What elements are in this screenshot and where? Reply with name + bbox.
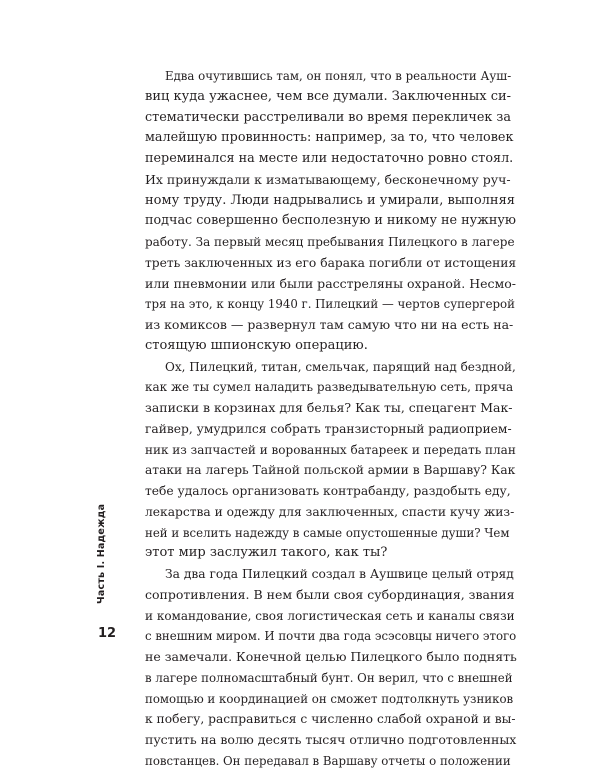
- text-line: переминался на месте или недостаточно ровно стоял.: [145, 151, 514, 166]
- page-number: 12: [98, 626, 117, 641]
- text-line: этот мир заслужил такого, как ты?: [145, 545, 388, 561]
- text-line: гайвер, умудрился собрать транзисторный радиоприем-: [145, 421, 512, 436]
- text-line: атаки на лагерь Тайной польской армии в Варшаву? Как: [145, 463, 516, 478]
- text-line: пустить на волю десять тысяч отлично подготовленных: [145, 732, 517, 747]
- text-line: ник из запчастей и ворованных батареек и передать план: [145, 442, 516, 457]
- text-line: виц куда ужаснее, чем все думали. Заключенных си-: [145, 88, 512, 104]
- paragraph-2: [145, 357, 516, 565]
- text-line: или пневмонии или были расстреляны охраной. Несмо-: [145, 275, 516, 291]
- text-line: тря на это, к концу 1940 г. Пилецкий — чертов супергерой: [145, 297, 515, 312]
- text-line: помощью и координацией он сможет подтолкнуть узников: [145, 691, 514, 706]
- text-line: Ох, Пилецкий, титан, смельчак, парящий над бездной,: [165, 359, 516, 374]
- text-line: сопротивления. В нем были своя субординация, звания: [145, 586, 515, 602]
- text-line: работу. За первый месяц пребывания Пилецкого в лагере: [145, 235, 515, 249]
- text-line: из комиксов — развернул там самую что ни на есть на-: [145, 317, 514, 332]
- text-line: не замечали. Конечной целью Пилецкого было поднять: [145, 649, 517, 664]
- text-line: треть заключенных из его барака погибли от истощения: [145, 255, 517, 270]
- text-line: ней и вселить надежду в самые опустошенные души? Чем: [145, 525, 510, 540]
- text-line: и командование, своя логистическая сеть и каналы связи: [145, 608, 515, 623]
- text-line: к побегу, расправиться с численно слабой охраной и вы-: [145, 712, 516, 727]
- text-line: Едва очутившись там, он понял, что в реальности Ауш-: [165, 69, 512, 83]
- text-line: как же ты сумел наладить разведывательную сеть, пряча: [145, 380, 514, 395]
- paragraph-3: [145, 564, 517, 772]
- text-line: с внешним миром. И почти два года эсэсовцы ничего этого: [145, 629, 517, 644]
- text-line: За два года Пилецкий создал в Аушвице целый отряд: [165, 567, 514, 581]
- text-line: малейшую провинность: например, за то, что человек: [145, 130, 514, 146]
- text-line: Их принуждали к изматывающему, бесконечному руч-: [145, 171, 511, 187]
- text-line: подчас совершенно бесполезную и никому не нужную: [145, 213, 516, 229]
- paragraph-1: [145, 66, 517, 357]
- text-line: записки в корзинах для белья? Как ты, спецагент Мак-: [145, 400, 513, 415]
- text-line: повстанцев. Он передавал в Варшаву отчеты о положении: [145, 753, 511, 768]
- text-line: в лагере полномасштабный бунт. Он верил, что с внешней: [145, 670, 513, 685]
- text-line: стоящую шпионскую операцию.: [145, 337, 368, 353]
- text-line: тебе удалось организовать контрабанду, раздобыть еду,: [145, 484, 511, 498]
- text-line: ному труду. Люди надрывались и умирали, выполняя: [145, 192, 515, 208]
- running-head: Часть I. Надежда: [96, 503, 107, 604]
- text-line: лекарства и одежду для заключенных, спасти кучу жиз-: [145, 504, 515, 519]
- body-text: [145, 66, 517, 772]
- text-line: стематически расстреливали во время перекличек за: [145, 109, 511, 125]
